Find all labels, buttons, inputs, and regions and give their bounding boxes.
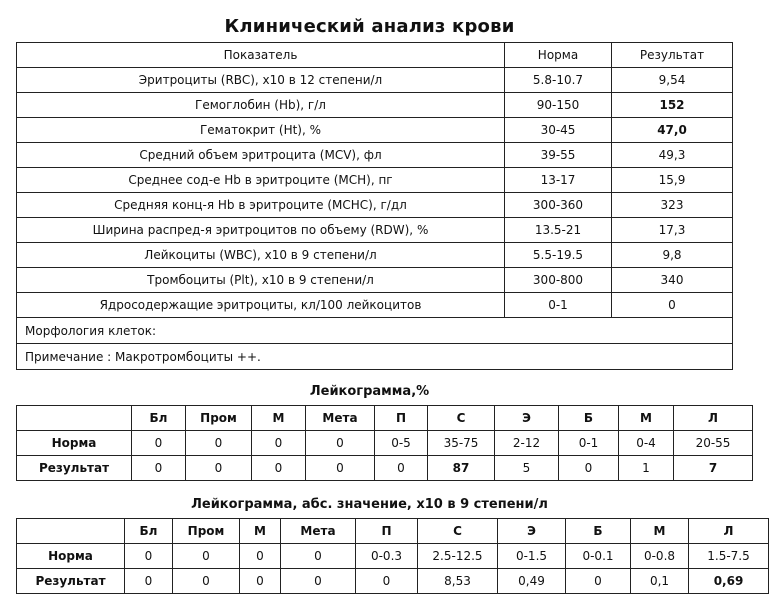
norm-row	[17, 544, 769, 569]
indicator-name: Тромбоциты (Plt), x10 в 9 степени/л	[17, 268, 505, 293]
table-row	[17, 218, 733, 243]
header-norm: Норма	[505, 43, 612, 68]
result-value: 0	[240, 569, 281, 594]
norm-value: 13-17	[505, 168, 612, 193]
result-label: Результат	[17, 456, 132, 481]
norm-value: 2.5-12.5	[418, 544, 498, 569]
cell-type-header: С	[428, 406, 495, 431]
table-row	[17, 68, 733, 93]
norm-value: 0	[240, 544, 281, 569]
empty-corner-cell	[17, 519, 125, 544]
indicator-name: Средний объем эритроцита (MCV), фл	[17, 143, 505, 168]
morphology-row	[17, 318, 733, 344]
cell-type-header: Мета	[281, 519, 356, 544]
norm-value: 0-4	[619, 431, 674, 456]
result-value: 17,3	[612, 218, 733, 243]
result-value: 5	[495, 456, 559, 481]
norm-value: 0	[186, 431, 252, 456]
result-value: 47,0	[612, 118, 733, 143]
cell-type-header: М	[240, 519, 281, 544]
indicator-name: Ядросодержащие эритроциты, кл/100 лейкоцитов	[17, 293, 505, 318]
cell-type-header: Пром	[173, 519, 240, 544]
norm-value: 39-55	[505, 143, 612, 168]
result-row	[17, 456, 753, 481]
norm-value: 30-45	[505, 118, 612, 143]
norm-value: 35-75	[428, 431, 495, 456]
leukogram-table	[16, 405, 753, 481]
indicator-name: Средняя конц-я Hb в эритроците (MCHC), г/дл	[17, 193, 505, 218]
norm-value: 0	[125, 544, 173, 569]
norm-value: 0-1	[559, 431, 619, 456]
table-row	[17, 143, 733, 168]
cell-type-header: М	[619, 406, 674, 431]
result-value: 0	[173, 569, 240, 594]
result-value: 323	[612, 193, 733, 218]
cell-type-header: П	[356, 519, 418, 544]
indicator-name: Ширина распред-я эритроцитов по объему (RDW), %	[17, 218, 505, 243]
cell-type-header: Л	[689, 519, 769, 544]
result-value: 15,9	[612, 168, 733, 193]
header-result: Результат	[612, 43, 733, 68]
cell-type-header: П	[375, 406, 428, 431]
leuk-header-row	[17, 406, 753, 431]
norm-value: 13.5-21	[505, 218, 612, 243]
norm-value: 0	[173, 544, 240, 569]
norm-value: 5.5-19.5	[505, 243, 612, 268]
result-value: 0	[566, 569, 631, 594]
cell-type-header: Б	[566, 519, 631, 544]
result-row	[17, 569, 769, 594]
indicator-name: Гемоглобин (Hb), г/л	[17, 93, 505, 118]
indicator-name: Среднее сод-е Hb в эритроците (MCH), пг	[17, 168, 505, 193]
result-value: 0	[306, 456, 375, 481]
table-row	[17, 243, 733, 268]
cell-type-header: Л	[674, 406, 753, 431]
norm-value: 0	[306, 431, 375, 456]
norm-value: 0-1	[505, 293, 612, 318]
leukogram-abs-table	[16, 518, 769, 594]
result-value: 9,8	[612, 243, 733, 268]
result-value: 0	[559, 456, 619, 481]
norm-value: 5.8-10.7	[505, 68, 612, 93]
result-value: 0	[612, 293, 733, 318]
leukogram-abs-title: Лейкограмма, абс. значение, x10 в 9 степени/л	[191, 497, 548, 512]
leukogram-title: Лейкограмма,%	[309, 384, 430, 399]
table-row	[17, 193, 733, 218]
empty-corner-cell	[17, 406, 132, 431]
result-value: 0,49	[498, 569, 566, 594]
cell-type-header: Мета	[306, 406, 375, 431]
indicator-name: Лейкоциты (WBC), x10 в 9 степени/л	[17, 243, 505, 268]
norm-value: 0-0.1	[566, 544, 631, 569]
norm-value: 90-150	[505, 93, 612, 118]
norm-label: Норма	[17, 544, 125, 569]
result-value: 87	[428, 456, 495, 481]
result-value: 340	[612, 268, 733, 293]
norm-row	[17, 431, 753, 456]
result-value: 0,1	[631, 569, 689, 594]
result-value: 152	[612, 93, 733, 118]
result-value: 49,3	[612, 143, 733, 168]
result-value: 9,54	[612, 68, 733, 93]
header-indicator: Показатель	[17, 43, 505, 68]
result-value: 0	[375, 456, 428, 481]
cell-type-header: С	[418, 519, 498, 544]
cell-type-header: Бл	[132, 406, 186, 431]
table-header-row	[17, 43, 733, 68]
norm-label: Норма	[17, 431, 132, 456]
cell-type-header: Пром	[186, 406, 252, 431]
result-value: 0	[252, 456, 306, 481]
result-value: 1	[619, 456, 674, 481]
cell-type-header: М	[252, 406, 306, 431]
result-value: 0	[356, 569, 418, 594]
norm-value: 0-0.8	[631, 544, 689, 569]
cell-type-header: Э	[495, 406, 559, 431]
norm-value: 300-360	[505, 193, 612, 218]
norm-value: 0	[281, 544, 356, 569]
blood-test-table	[16, 42, 733, 370]
table-row	[17, 268, 733, 293]
norm-value: 0-5	[375, 431, 428, 456]
table-row	[17, 118, 733, 143]
cell-type-header: М	[631, 519, 689, 544]
table-row	[17, 168, 733, 193]
result-value: 0	[125, 569, 173, 594]
result-value: 7	[674, 456, 753, 481]
result-value: 0	[281, 569, 356, 594]
norm-value: 20-55	[674, 431, 753, 456]
norm-value: 0-0.3	[356, 544, 418, 569]
cell-type-header: Б	[559, 406, 619, 431]
norm-value: 1.5-7.5	[689, 544, 769, 569]
morphology-text: Морфология клеток:	[17, 318, 733, 344]
table-row	[17, 93, 733, 118]
result-value: 0,69	[689, 569, 769, 594]
norm-value: 2-12	[495, 431, 559, 456]
note-text: Примечание : Макротромбоциты ++.	[17, 344, 733, 370]
report-title: Клинический анализ крови	[224, 16, 515, 37]
norm-value: 0-1.5	[498, 544, 566, 569]
norm-value: 0	[132, 431, 186, 456]
cell-type-header: Бл	[125, 519, 173, 544]
leuk-header-row	[17, 519, 769, 544]
cell-type-header: Э	[498, 519, 566, 544]
result-label: Результат	[17, 569, 125, 594]
indicator-name: Гематокрит (Ht), %	[17, 118, 505, 143]
result-value: 0	[132, 456, 186, 481]
result-value: 8,53	[418, 569, 498, 594]
result-value: 0	[186, 456, 252, 481]
indicator-name: Эритроциты (RBC), x10 в 12 степени/л	[17, 68, 505, 93]
norm-value: 300-800	[505, 268, 612, 293]
norm-value: 0	[252, 431, 306, 456]
table-row	[17, 293, 733, 318]
note-row	[17, 344, 733, 370]
